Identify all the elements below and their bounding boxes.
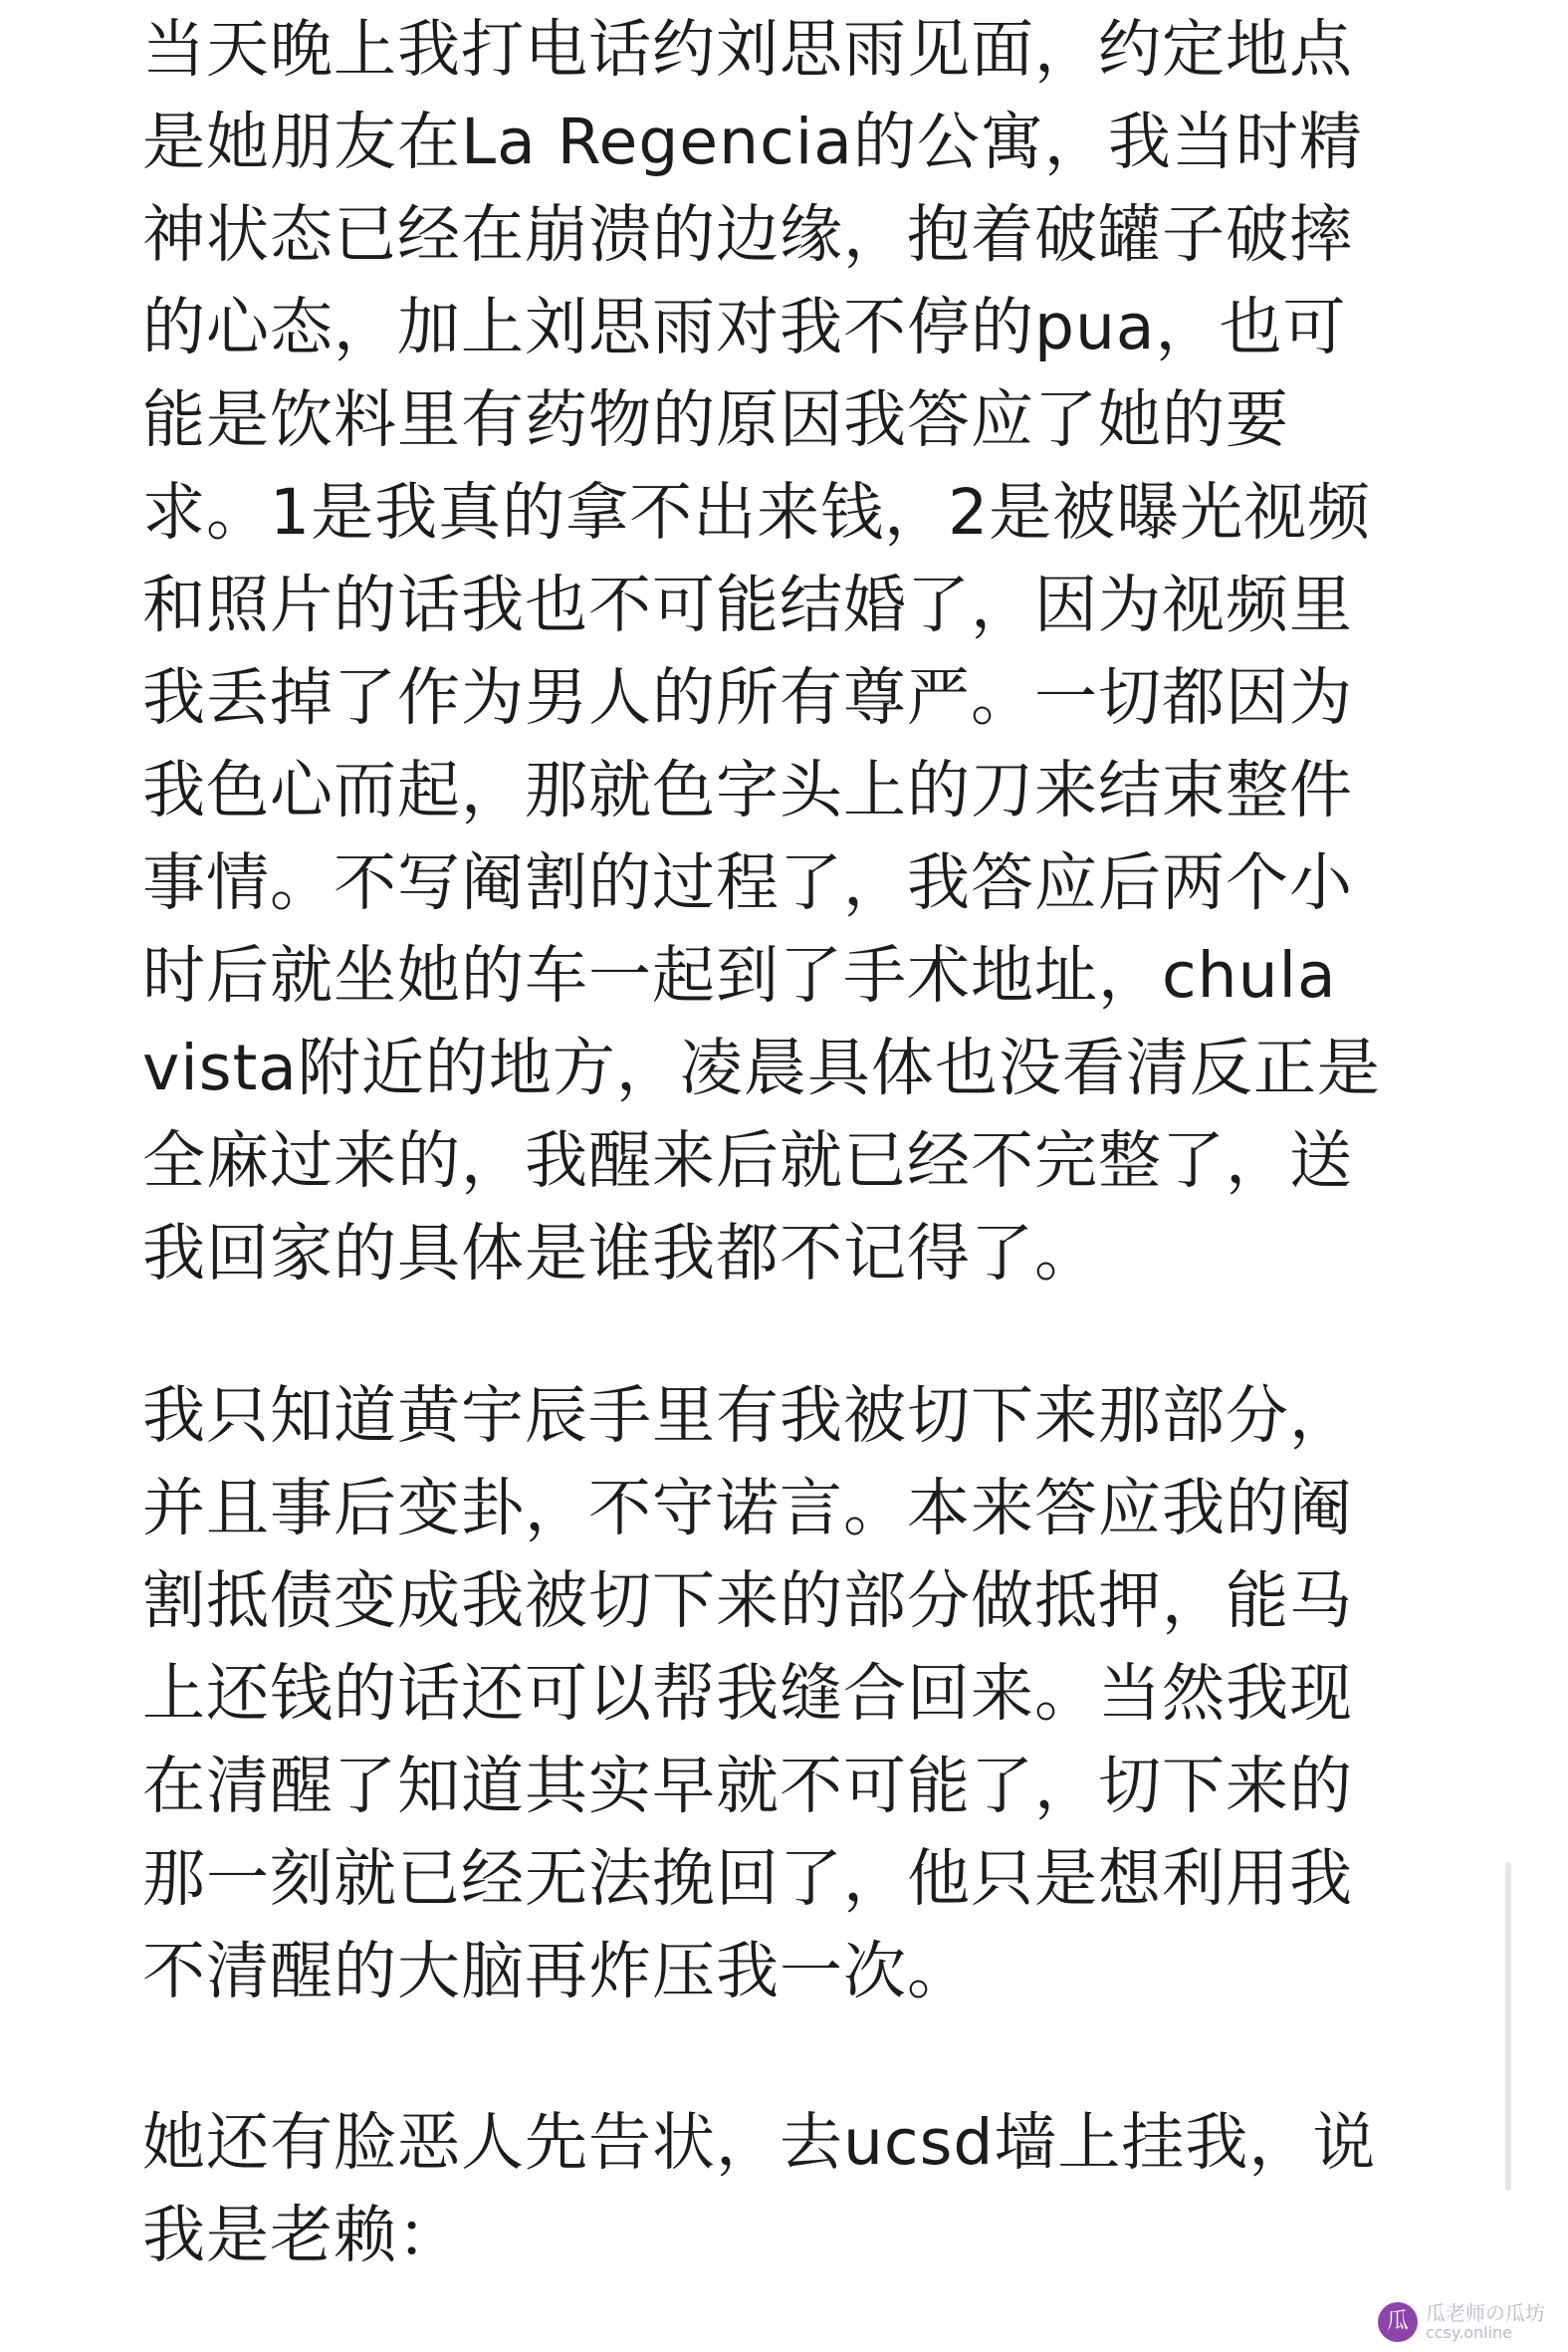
- text-line: 我回家的具体是谁我都不记得了。: [142, 1217, 1098, 1290]
- text-line: 上还钱的话还可以帮我缝合回来。当然我现: [142, 1657, 1353, 1730]
- text-line: 我只知道黄宇辰手里有我被切下来那部分，: [142, 1379, 1353, 1452]
- text-line: 割抵债变成我被切下来的部分做抵押，能马: [142, 1564, 1353, 1637]
- text-line: 我色心而起，那就色字头上的刀来结束整件: [142, 754, 1353, 826]
- paragraph-2: [142, 1369, 1353, 2017]
- text-line: 她还有脸恶人先告状，去ucsd墙上挂我，说: [142, 2106, 1377, 2179]
- text-line: 我是老赖：: [142, 2199, 461, 2271]
- text-line: 和照片的话我也不可能结婚了，因为视频里: [142, 569, 1353, 641]
- watermark-logo-icon: 瓜: [1378, 2302, 1418, 2342]
- text-line: 那一刻就已经无法挽回了，他只是想利用我: [142, 1842, 1353, 1915]
- watermark-name: 瓜老师の瓜坊: [1426, 2301, 1545, 2325]
- text-line: 神状态已经在崩溃的边缘，抱着破罐子破摔: [142, 198, 1353, 271]
- scrollbar[interactable]: [1505, 1862, 1511, 2191]
- text-line: 全麻过来的，我醒来后就已经不完整了，送: [142, 1124, 1353, 1197]
- text-line: 能是饮料里有药物的原因我答应了她的要: [142, 383, 1289, 456]
- watermark-text: [1426, 2303, 1545, 2341]
- paragraph-1: [142, 3, 1381, 1299]
- paragraph-3: [142, 2096, 1376, 2281]
- text-line: 在清醒了知道其实早就不可能了，切下来的: [142, 1750, 1353, 1822]
- watermark-url: ccsy.online: [1426, 2323, 1513, 2342]
- text-line: 并且事后变卦，不守诺言。本来答应我的阉: [142, 1472, 1353, 1544]
- text-line: 不清醒的大脑再炸压我一次。: [142, 1935, 971, 2007]
- text-line: 事情。不写阉割的过程了，我答应后两个小: [142, 846, 1353, 919]
- text-line: 求。1是我真的拿不出来钱，2是被曝光视频: [142, 476, 1372, 549]
- watermark: [1378, 2298, 1557, 2346]
- text-line: 我丢掉了作为男人的所有尊严。一切都因为: [142, 661, 1353, 734]
- text-line: 时后就坐她的车一起到了手术地址，chula: [142, 939, 1337, 1012]
- text-line: vista附近的地方，凌晨具体也没看清反正是: [142, 1032, 1381, 1104]
- text-line: 是她朋友在La Regencia的公寓，我当时精: [142, 106, 1363, 178]
- text-line: 当天晚上我打电话约刘思雨见面，约定地点: [142, 13, 1353, 86]
- text-line: 的心态，加上刘思雨对我不停的pua，也可: [142, 291, 1347, 363]
